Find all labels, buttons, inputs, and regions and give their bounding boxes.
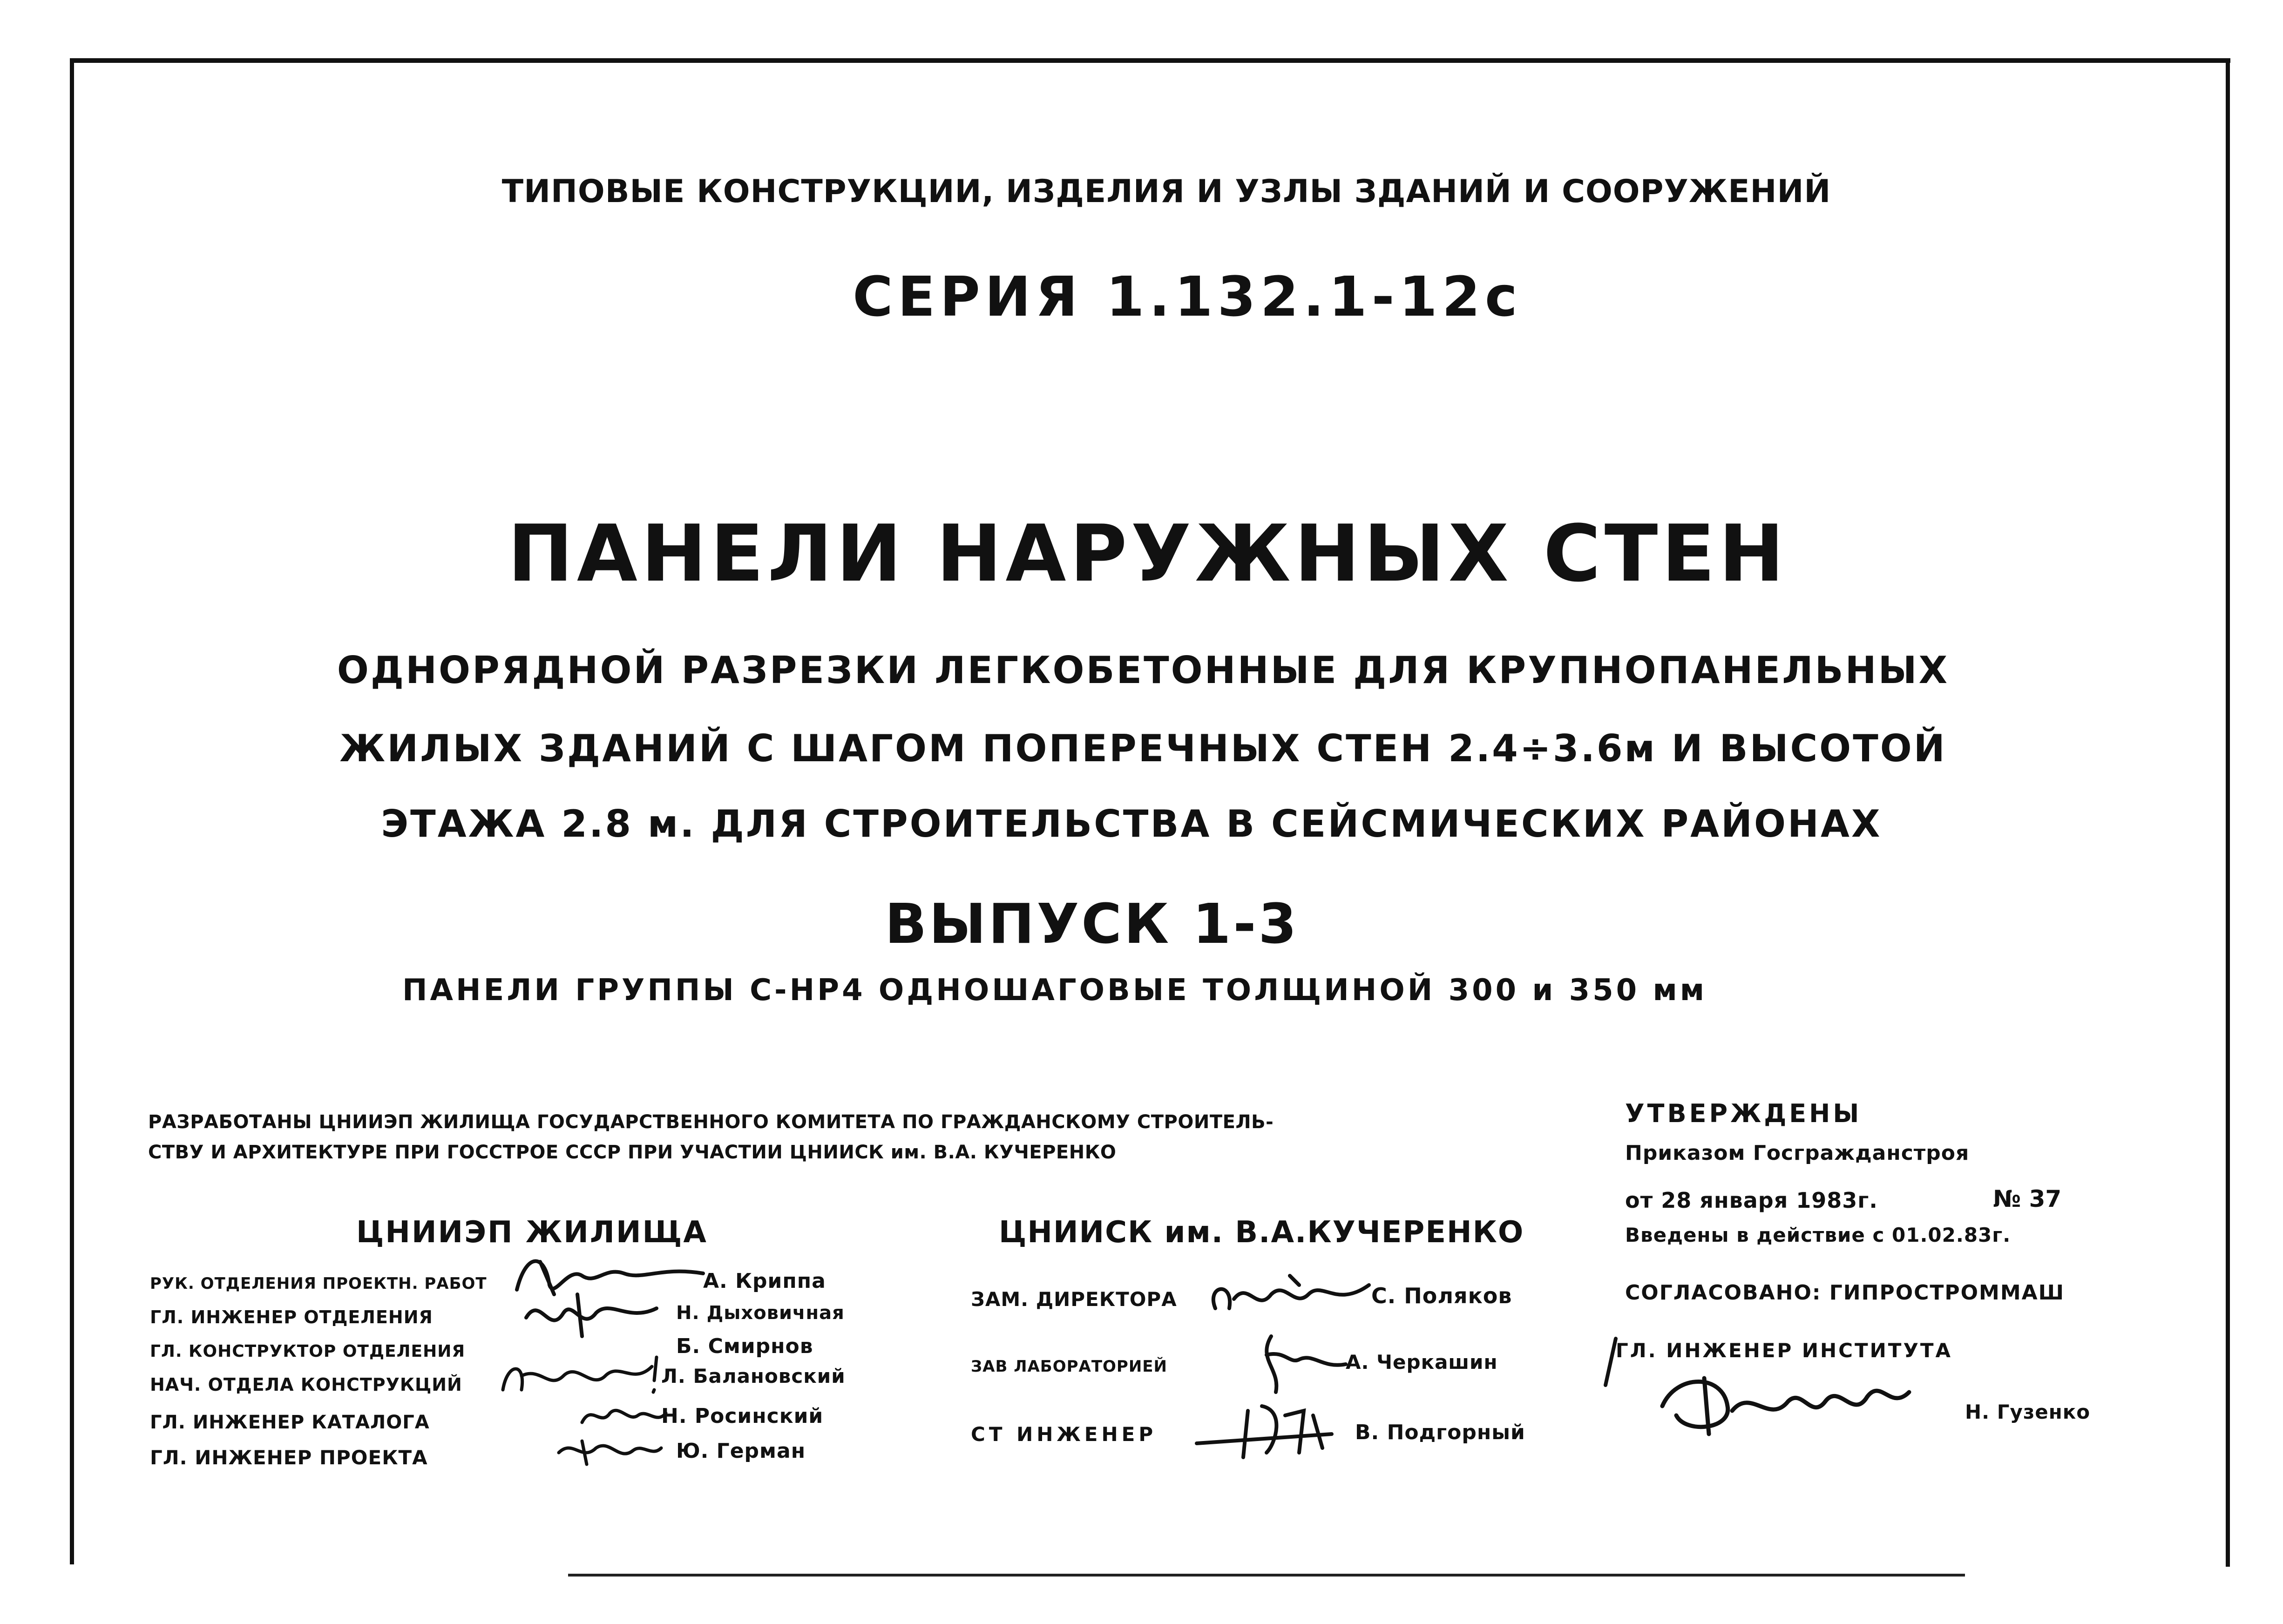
org2-name: ЦНИИСК им. В.А.КУЧЕРЕНКО (999, 1215, 1524, 1250)
org2-person: А. Черкашин (1346, 1351, 1498, 1374)
approval-effective-date: Введены в действие с 01.02.83г. (1625, 1224, 2011, 1246)
approval-order: Приказом Госгражданстроя (1625, 1141, 1970, 1165)
subtitle-line-1: ОДНОРЯДНОЙ РАЗРЕЗКИ ЛЕГКОБЕТОННЫЕ ДЛЯ КРУПНОПАНЕЛЬНЫХ (337, 649, 1950, 692)
developer-note-line-1: РАЗРАБОТАНЫ ЦНИИЭП ЖИЛИЩА ГОСУДАРСТВЕННОГО КОМИТЕТА ПО ГРАЖДАНСКОМУ СТРОИТЕЛЬ- (148, 1111, 1274, 1133)
agreement-note: СОГЛАСОВАНО: ГИПРОСТРОММАШ (1625, 1281, 2065, 1305)
signature-polyakov (1206, 1271, 1374, 1322)
approval-heading: УТВЕРЖДЕНЫ (1625, 1099, 1862, 1128)
signature-guzenko (1658, 1369, 1918, 1439)
frame-border-top (70, 58, 2230, 63)
org2-role: ЗАМ. ДИРЕКТОРА (971, 1288, 1177, 1311)
developer-note-line-2: СТВУ И АРХИТЕКТУРЕ ПРИ ГОССТРОЕ СССР ПРИ УЧАСТИИ ЦНИИСК им. В.А. КУЧЕРЕНКО (148, 1142, 1117, 1163)
org1-role: ГЛ. ИНЖЕНЕР ОТДЕЛЕНИЯ (150, 1307, 433, 1327)
org1-person: Н. Дыховичная (676, 1302, 845, 1324)
approval-date: от 28 января 1983г. (1625, 1188, 1878, 1213)
issue-label: ВЫПУСК 1-3 (885, 892, 1299, 956)
org2-role: СТ ИНЖЕНЕР (971, 1423, 1157, 1446)
subtitle-line-3: ЭТАЖА 2.8 м. ДЛЯ СТРОИТЕЛЬСТВА В СЕЙСМИЧЕСКИХ РАЙОНАХ (381, 802, 1882, 846)
org2-person: С. Поляков (1371, 1283, 1512, 1308)
series-number: СЕРИЯ 1.132.1-12с (853, 264, 1522, 329)
signature-cherkashin (1253, 1332, 1355, 1397)
org1-name: ЦНИИЭП ЖИЛИЩА (356, 1215, 708, 1250)
signature-balanovsky (498, 1353, 666, 1399)
frame-border-left (70, 58, 74, 1564)
org1-person: Л. Балановский (661, 1365, 846, 1387)
org1-person: Б. Смирнов (676, 1334, 813, 1358)
institute-engineer-role: ГЛ. ИНЖЕНЕР ИНСТИТУТА (1616, 1339, 1952, 1362)
frame-border-right (2226, 58, 2230, 1567)
signature-german (554, 1434, 666, 1467)
subtitle-line-2: ЖИЛЫХ ЗДАНИЙ С ШАГОМ ПОПЕРЕЧНЫХ СТЕН 2.4÷3.6м И ВЫСОТОЙ (339, 727, 1947, 770)
org1-person: А. Криппа (703, 1269, 826, 1293)
document-title: ПАНЕЛИ НАРУЖНЫХ СТЕН (508, 508, 1788, 599)
org1-role: ГЛ. ИНЖЕНЕР КАТАЛОГА (150, 1412, 430, 1433)
org1-person: Ю. Герман (676, 1439, 806, 1463)
signature-rosinsky (577, 1399, 671, 1432)
org1-role: РУК. ОТДЕЛЕНИЯ ПРОЕКТН. РАБОТ (150, 1274, 487, 1293)
org1-person: Н. Росинский (661, 1404, 824, 1428)
org2-role: ЗАВ ЛАБОРАТОРИЕЙ (971, 1357, 1167, 1376)
signature-dykhovichnaya (522, 1290, 661, 1341)
signature-podgorny (1192, 1401, 1341, 1462)
org2-person: В. Подгорный (1355, 1421, 1525, 1444)
institute-engineer-name: Н. Гузенко (1965, 1401, 2091, 1423)
org1-role: ГЛ. КОНСТРУКТОР ОТДЕЛЕНИЯ (150, 1342, 466, 1361)
org1-role: НАЧ. ОТДЕЛА КОНСТРУКЦИЙ (150, 1374, 462, 1395)
category-heading: ТИПОВЫЕ КОНСТРУКЦИИ, ИЗДЕЛИЯ И УЗЛЫ ЗДАНИЙ И СООРУЖЕНИЙ (501, 173, 1831, 210)
frame-border-bottom (568, 1574, 1965, 1577)
issue-description: ПАНЕЛИ ГРУППЫ С-НР4 ОДНОШАГОВЫЕ ТОЛЩИНОЙ 300 и 350 мм (402, 973, 1707, 1008)
signature-mark (1602, 1336, 1620, 1387)
approval-number: № 37 (1993, 1185, 2062, 1212)
org1-role: ГЛ. ИНЖЕНЕР ПРОЕКТА (150, 1446, 428, 1469)
